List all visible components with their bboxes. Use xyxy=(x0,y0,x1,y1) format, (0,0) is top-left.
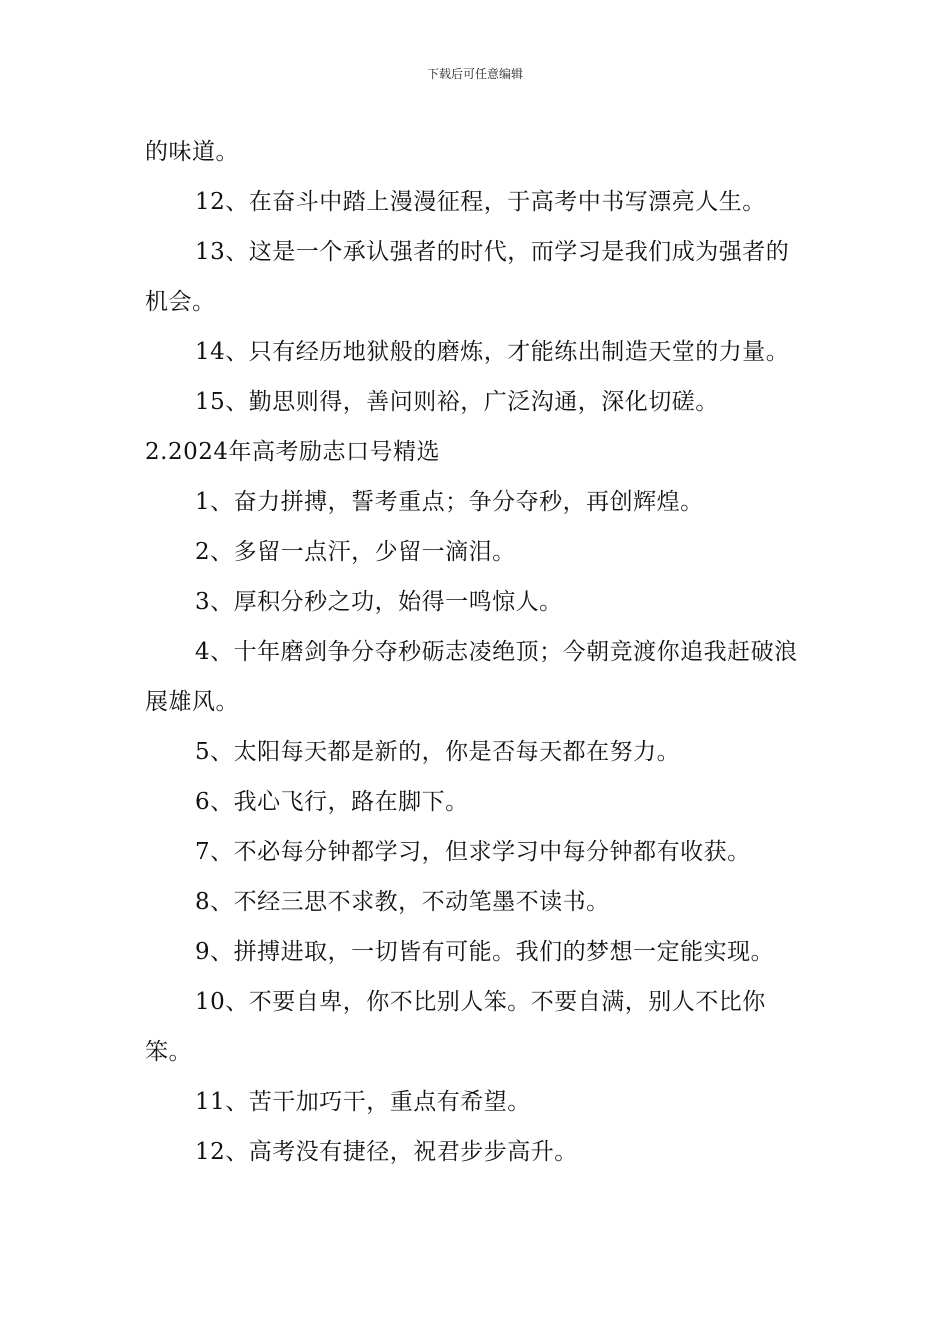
paragraph: 12、在奋斗中踏上漫漫征程，于高考中书写漂亮人生。 xyxy=(195,189,766,215)
paragraph: 10、不要自卑，你不比别人笨。不要自满，别人不比你笨。 xyxy=(145,989,766,1065)
paragraph: 15、勤思则得，善问则裕，广泛沟通，深化切磋。 xyxy=(195,389,719,415)
paragraph: 1、奋力拼搏，誓考重点；争分夺秒，再创辉煌。 xyxy=(195,489,704,515)
paragraph: 7、不必每分钟都学习，但求学习中每分钟都有收获。 xyxy=(195,839,751,865)
page-header: 下载后可任意编辑 xyxy=(426,67,523,81)
paragraph: 9、拼搏进取，一切皆有可能。我们的梦想一定能实现。 xyxy=(195,939,775,965)
paragraph: 的味道。 xyxy=(145,139,239,165)
paragraph: 4、十年磨剑争分夺秒砺志凌绝顶；今朝竞渡你追我赶破浪展雄风。 xyxy=(145,639,798,715)
paragraph: 2、多留一点汗，少留一滴泪。 xyxy=(195,539,516,565)
paragraph: 13、这是一个承认强者的时代，而学习是我们成为强者的机会。 xyxy=(145,239,790,315)
document-body xyxy=(145,127,810,1177)
paragraph: 6、我心飞行，路在脚下。 xyxy=(195,789,469,815)
paragraph: 14、只有经历地狱般的磨炼，才能练出制造天堂的力量。 xyxy=(195,339,790,365)
paragraph: 12、高考没有捷径，祝君步步高升。 xyxy=(195,1139,578,1165)
paragraph: 5、太阳每天都是新的，你是否每天都在努力。 xyxy=(195,739,681,765)
paragraph: 3、厚积分秒之功，始得一鸣惊人。 xyxy=(195,589,563,615)
paragraph: 8、不经三思不求教，不动笔墨不读书。 xyxy=(195,889,610,915)
section-heading: 2.2024年高考励志口号精选 xyxy=(145,439,440,465)
paragraph: 11、苦干加巧干，重点有希望。 xyxy=(195,1089,531,1115)
